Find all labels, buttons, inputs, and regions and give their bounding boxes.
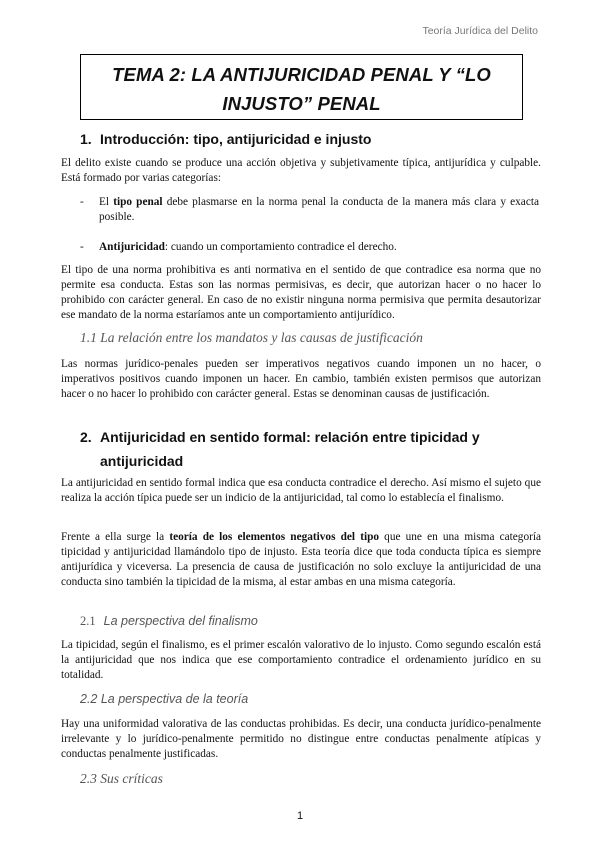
section-1-paragraph-1: El delito existe cuando se produce una acción objetiva y subjetivamente típica, antijurídica y culpable. Está formado por varias categorías: [61,157,541,184]
list-dash: - [80,196,84,208]
section-2-1-paragraph: La tipicidad, según el finalismo, es el primer escalón valorativo de lo injusto. Como segundo escalón está la antijuricidad que nos indica que ese comportamiento contradice el ordenamiento jurídico en su totalidad. [61,639,541,681]
section-1-heading [80,127,371,151]
section-1-number: 1. [80,131,92,147]
section-2-2-heading: 2.2 La perspectiva de la teoría [80,692,249,706]
page-title [81,55,522,118]
section-2-1-number: 2.1 [80,614,96,628]
term-tipo-penal: tipo penal [113,196,163,208]
running-header: Teoría Jurídica del Delito [422,25,538,37]
section-2-title-line-2: antijuricidad [100,453,184,469]
section-2-heading [80,425,480,473]
section-2-title-line-1: Antijuricidad en sentido formal: relación entre tipicidad y [100,429,480,445]
section-1-1-heading: 1.1 La relación entre los mandatos y las causas de justificación [80,330,423,345]
section-1-1-paragraph: Las normas jurídico-penales pueden ser imperativos negativos cuando imponen un no hacer, o imperativos positivos cuando imponen un hacer. En cambio, también existen permisos que autorizan hacer o no hacer lo prohibido con carácter general. Estas se denominan causas de justificación. [61,358,541,400]
list-item-text: debe plasmarse en la norma penal la conducta de la manera más clara y exacta posible. [99,196,539,223]
list-item-body [99,195,539,225]
page-title-line-2: INJUSTO” PENAL [222,93,381,114]
section-2-paragraph-2 [61,530,541,590]
list-item-body [99,240,539,255]
list-item-prefix: El [99,196,114,208]
title-box [80,54,523,120]
section-2-3-heading: 2.3 Sus críticas [80,771,163,786]
paragraph-text: que une en una misma categoría tipicidad y antijuricidad llamándolo tipo de injusto. Esta teoría dice que toda conducta típica es siempre antijurídica y viceversa. La presencia de causa de justificación no solo excluye la antijuricidad de una conducta sino también la tipicidad de la misma, al estar ambas en una misma categoría. [61,531,542,588]
list-dash: - [80,241,84,253]
list-item-text: : cuando un comportamiento contradice el derecho. [164,241,397,253]
section-2-number: 2. [80,429,92,445]
page-number: 1 [296,810,304,822]
page-title-line-1: TEMA 2: LA ANTIJURICIDAD PENAL Y “LO [112,64,491,85]
term-antijuricidad: Antijuricidad [99,241,165,253]
section-2-2-paragraph: Hay una uniformidad valorativa de las conductas prohibidas. Es decir, una conducta jurídico-penalmente irrelevante y lo jurídico-penalmente permitido no distingue entre conductas penalmente atípicas y conductas penalmente justificadas. [61,718,541,760]
section-2-1-heading [80,612,258,630]
section-2-1-title: La perspectiva del finalismo [103,614,258,628]
section-1-paragraph-2: El tipo de una norma prohibitiva es anti normativa en el sentido de que contradice esa norma que no permite esa conducta. Estas son las normas permisivas, es decir, que autorizan hacer o no hacer lo prohibido con carácter general. En caso de no existir ninguna norma permisiva que permita desautorizar ese mandato de la norma estaríamos ante un comportamiento antijurídico. [61,264,541,321]
section-2-title [100,425,480,473]
section-1-title: Introducción: tipo, antijuricidad e injusto [100,131,372,147]
section-2-paragraph-1: La antijuricidad en sentido formal indica que esa conducta contradice el derecho. Así mismo el sujeto que realiza la acción típica puede ser un indicio de la antijuricidad, tal como lo establecía el finalismo. [61,477,541,504]
paragraph-prefix: Frente a ella surge la [61,531,170,543]
term-elementos-negativos: teoría de los elementos negativos del tipo [169,531,380,543]
